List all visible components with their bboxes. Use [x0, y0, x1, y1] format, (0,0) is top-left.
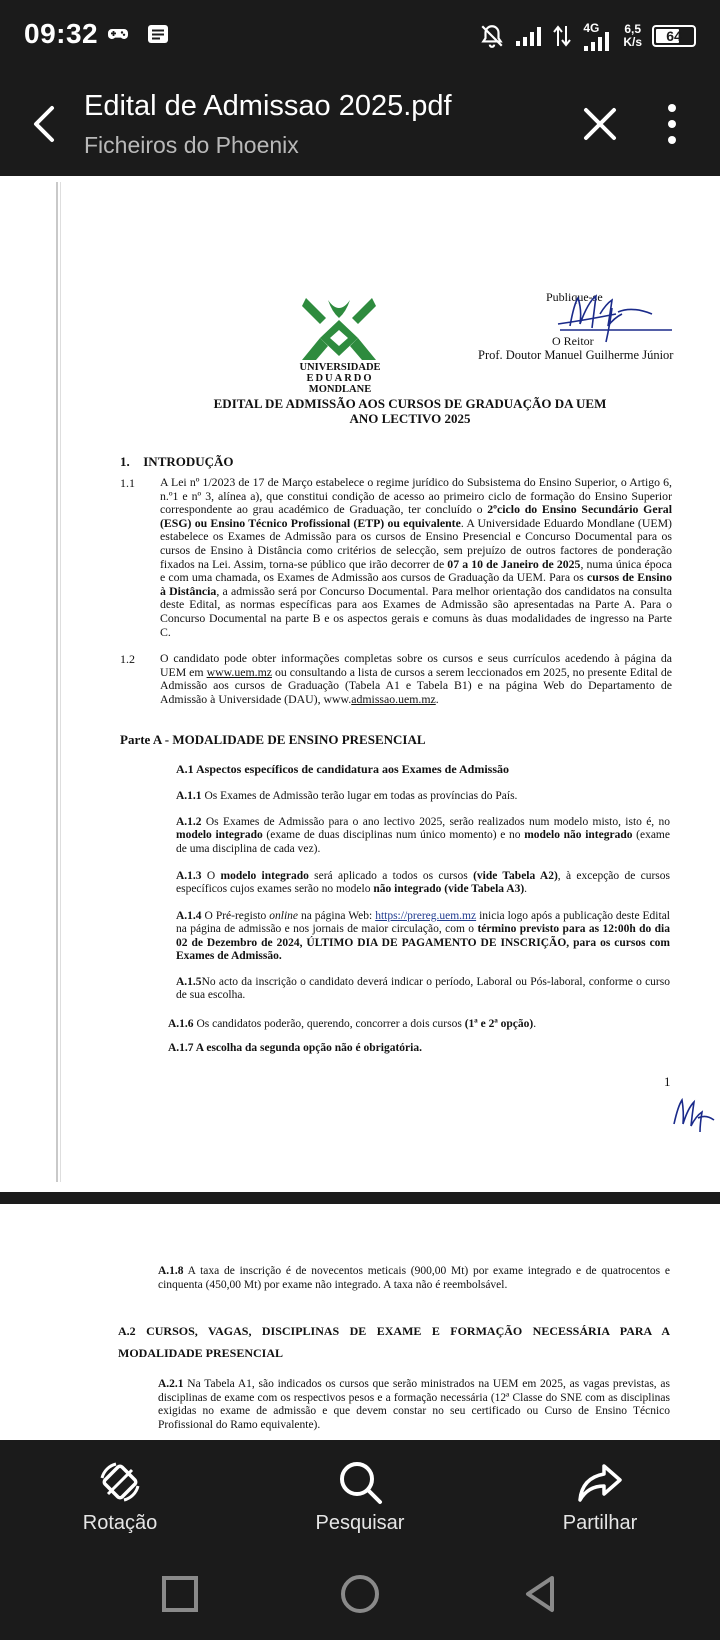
search-label: Pesquisar [315, 1512, 405, 1534]
bottom-toolbar [0, 1440, 720, 1548]
status-bar [0, 0, 720, 72]
close-icon[interactable] [578, 102, 622, 146]
rotate-icon [96, 1458, 144, 1506]
notes-icon [146, 22, 170, 46]
university-name-line: MONDLANE [308, 384, 372, 395]
uem-link[interactable]: www.uem.mz [206, 664, 272, 679]
page-number: 1 [664, 1074, 671, 1089]
prereg-link[interactable]: https://prereg.uem.mz [375, 910, 477, 922]
rector-name: Prof. Doutor Manuel Guilherme Júnior [478, 348, 674, 362]
paragraph-number: 1.1 [120, 476, 135, 490]
paragraph-a-1-4: A.1.4 O Pré-registo online na página Web: https://prereg.uem.mz inicia logo após a publicação deste Edital na página de admissão e nos jornais de maior circulação, com o término previsto para as 12:00h do dia 02 de Dezembro de 2024, ÚLTIMO DIA DE PAGAMENTO DE INSCRIÇÃO, para os cursos com Exames de Admissão. [176, 910, 671, 963]
section-number: 1. [120, 454, 130, 469]
university-name-line: UNIVERSIDADE [299, 362, 381, 373]
search-icon [336, 1458, 384, 1506]
more-options-icon[interactable] [652, 100, 692, 148]
edital-title [120, 396, 700, 426]
back-arrow-icon[interactable] [22, 100, 70, 148]
paragraph-a-2-1: A.2.1 Na Tabela A1, são indicados os cursos que serão ministrados na UEM em 2025, as vagas previstas, as disciplinas de exame com os respectivos pesos e a formação necessária (12ª Classe do SNE com as disciplinas exigidas no exame de admissão e que devem constar no seu certificado ou Curso de Ensino Técnico Profissional do Ramo equivalente). [158, 1378, 670, 1431]
paragraph-1-2: O candidato pode obter informações completas sobre os cursos e seus currículos acedendo à página da UEM em www.uem.mz ou consultando a lista de cursos a serem leccionados em 2025, no presente Edital de Admissão aos cursos de Graduação (Tabela A1 e Tabela B1) e na página Web do Departamento de Admissão à Universidade (DAU), www.admissao.uem.mz. [160, 651, 672, 706]
system-navigation-bar [0, 1548, 720, 1640]
document-title: Edital de Admissao 2025.pdf [84, 90, 452, 122]
edital-title-line: EDITAL DE ADMISSÃO AOS CURSOS DE GRADUAÇÃO DA UEM [213, 396, 607, 411]
app-bar [0, 72, 720, 176]
page-margin-line [60, 182, 61, 1182]
document-source: Ficheiros do Phoenix [84, 132, 299, 158]
paragraph-a-1-6: A.1.6 Os candidatos poderão, querendo, concorrer a dois cursos (1ª e 2ª opção). [168, 1018, 537, 1030]
university-logo-icon [298, 294, 380, 364]
rotate-label: Rotação [82, 1512, 158, 1534]
notifications-off-icon [479, 23, 505, 49]
battery-icon [652, 25, 696, 47]
battery-level: 64 [666, 28, 682, 44]
admissao-link[interactable]: admissao.uem.mz [351, 691, 436, 706]
paragraph-a-1-8: A.1.8 A taxa de inscrição é de novecentos meticais (900,00 Mt) por exame integrado e de quatrocentos e cinquenta (450,00 Mt) por exame não integrado. A taxa não é reembolsável. [158, 1265, 670, 1291]
back-nav-icon[interactable] [518, 1572, 562, 1616]
share-label: Partilhar [562, 1512, 638, 1534]
paragraph-a-1-1: A.1.1 Os Exames de Admissão terão lugar em todas as províncias do País. [176, 790, 518, 802]
network-type: 4G [583, 21, 600, 35]
paragraph-a-1-5: A.1.5No acto da inscrição o candidato deverá indicar o período, Laboral ou Pós-laboral, conforme o curso de sua escolha. [176, 976, 670, 1002]
share-icon [576, 1458, 624, 1506]
speed-value: 6,5 [624, 22, 641, 36]
page-separator [0, 1192, 720, 1204]
rector-title: O Reitor [552, 334, 594, 348]
share-button[interactable] [520, 1440, 680, 1548]
publique-label: Publique-se [546, 290, 603, 304]
pdf-viewer[interactable] [0, 176, 720, 1440]
page-margin-line [56, 182, 58, 1182]
edital-title-line: ANO LECTIVO 2025 [349, 411, 471, 426]
data-transfer-icon [553, 24, 571, 48]
paragraph-a-1-3: A.1.3 O modelo integrado será aplicado a todos os cursos (vide Tabela A2), à excepção de cursos específicos cujos exames serão no modelo não integrado (vide Tabela A3). [176, 870, 670, 896]
search-button[interactable] [280, 1440, 440, 1548]
section-heading [120, 454, 234, 470]
paragraph-a-1-2: A.1.2 Os Exames de Admissão para o ano lectivo 2025, serão realizados num modelo misto, isto é, no modelo integrado (exame de duas disciplinas num único momento) e no modelo não integrado (exame de uma disciplina de cada vez). [176, 816, 670, 855]
speed-unit: K/s [623, 35, 642, 49]
initials-signature [672, 1094, 716, 1134]
paragraph-a-1-7: A.1.7 A escolha da segunda opção não é obrigatória. [168, 1042, 422, 1054]
recent-apps-icon[interactable] [158, 1572, 202, 1616]
university-name-line: EDUARDO [306, 373, 374, 384]
mobile-signal-icon [583, 31, 613, 51]
pdf-page-2 [0, 1204, 720, 1440]
rotate-button[interactable] [40, 1440, 200, 1548]
pdf-page-1 [0, 176, 720, 1192]
signal-strength-icon [515, 25, 543, 47]
a1-heading: A.1 Aspectos específicos de candidatura aos Exames de Admissão [176, 762, 510, 776]
network-speed [623, 23, 642, 49]
home-icon[interactable] [338, 1572, 382, 1616]
section-title: INTRODUÇÃO [143, 454, 234, 469]
university-name [288, 362, 392, 395]
clock: 09:32 [24, 18, 99, 49]
gamepad-icon [106, 22, 130, 46]
a2-heading: A.2 CURSOS, VAGAS, DISCIPLINAS DE EXAME E FORMAÇÃO NECESSÁRIA PARA A MODALIDADE PRESENCIAL [118, 1324, 670, 1360]
parte-a-heading: Parte A - MODALIDADE DE ENSINO PRESENCIAL [120, 732, 426, 747]
paragraph-number: 1.2 [120, 652, 135, 666]
mobile-signal [581, 21, 613, 51]
paragraph-1-1: A Lei nº 1/2023 de 17 de Março estabelece o regime jurídico do Subsistema do Ensino Superior, o Artigo 6, n.º1 e nº 3, alínea a), que constitui condição de acesso ao primeiro ciclo de formação do Ensino Superior correspondente ao grau académico de Graduação, ter concluído o 2ºciclo do Ensino Secundário Geral (ESG) ou Ensino Técnico Profissional (ETP) ou equivalente. A Universidade Eduardo Mondlane (UEM) estabelece os Exames de Admissão para os cursos de Ensino Presencial e Concurso Documental para os cursos de Ensino à Distância como critérios de selecção, sem prejuízo de outros factores de ponderação fixados na Lei. Assim, torna-se público que irão decorrer de 07 a 10 de Janeiro de 2025, numa única época e com uma chamada, os Exames de Admissão aos cursos de Graduação da UEM. Para os cursos de Ensino à Distância, a admissão será por Concurso Documental. Para melhor orientação dos candidatos na consulta deste Edital, as normas específicas para aos Exames de Admissão são apresentadas na Parte A. Para o Concurso Documental na parte B e os aspectos gerais e comuns às duas modalidades de ingresso na Parte C. [160, 475, 673, 639]
